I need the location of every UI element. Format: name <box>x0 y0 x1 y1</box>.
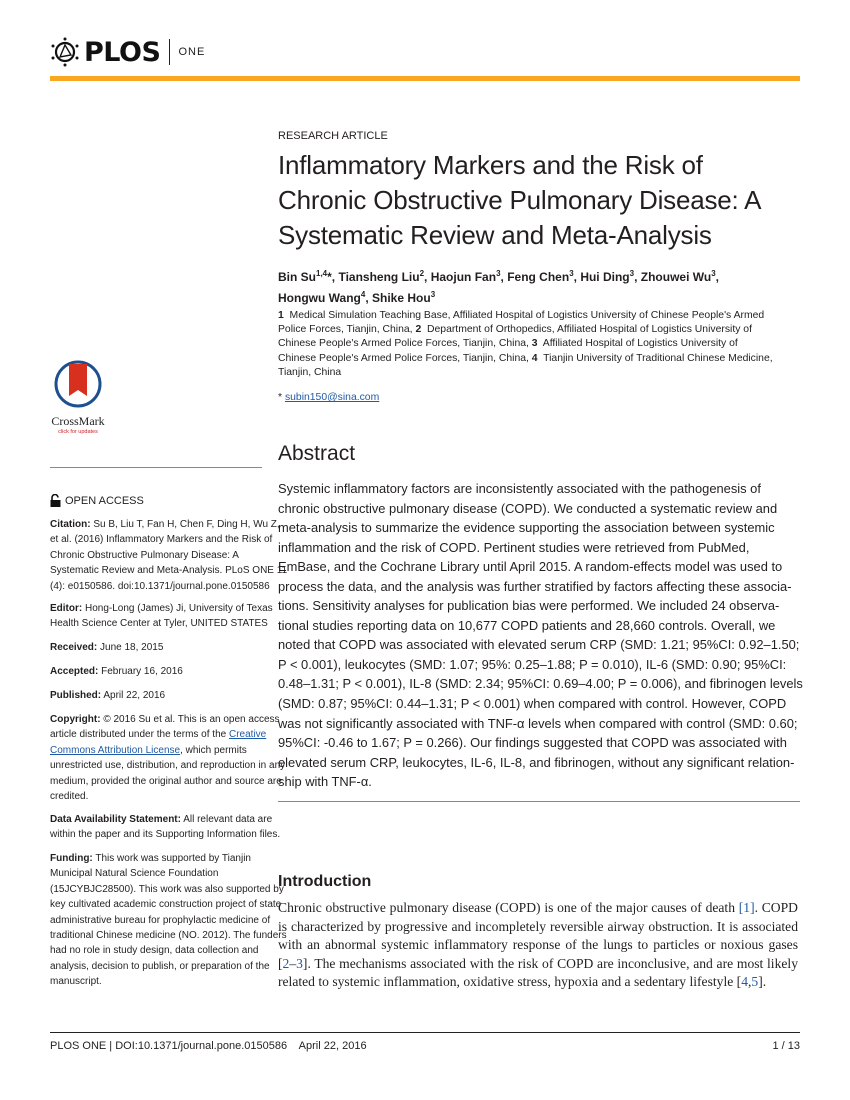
title-line: Inflammatory Markers and the Risk of <box>278 150 703 180</box>
text-segment: process the data, and the analysis was further stratified by factors affecting these associa- <box>278 578 792 594</box>
title-line: Systematic Review and Meta-Analysis <box>278 220 712 250</box>
text-segment: P < 0.001), leukocytes (SMD: 1.07; 95%: 0.25–1.88; P = 0.010), IL-6 (SMD: 0.90; 95%CI: <box>278 656 787 672</box>
sidebar-divider <box>50 467 262 468</box>
field-label: Accepted: <box>50 666 99 677</box>
text-segment: administrative bureau for prophylactic medicine of <box>50 914 271 926</box>
text-line <box>278 309 773 323</box>
field-label: Data Availability Statement: <box>50 814 181 825</box>
text-line <box>50 664 265 679</box>
text-line <box>278 918 798 937</box>
data-availability-block <box>50 812 281 843</box>
text-segment: elevated serum CRP, leukocytes, IL-6, IL-8, and fibrinogen, without any significant relation- <box>278 754 795 770</box>
text-segment: Chronic Obstructive Pulmonary Disease: A <box>50 549 239 561</box>
text-segment: Chronic obstructive pulmonary disease (COPD) is one of the major causes of death <box>278 900 739 915</box>
text-line <box>50 712 280 727</box>
footer-citation: PLOS ONE | DOI:10.1371/journal.pone.0150586 April 22, 2016 <box>50 1040 367 1052</box>
text-line <box>278 499 803 519</box>
text-line <box>278 753 803 773</box>
text-segment: Health Science Center at Tyler, UNITED STATES <box>50 618 268 630</box>
text-segment: ]. <box>758 974 767 989</box>
text-line <box>50 866 265 881</box>
text-line <box>278 714 803 734</box>
text-line <box>50 563 288 578</box>
text-segment: 0.48–1.31; P < 0.001), IL-8 (SMD: 2.34; 95%CI: 0.69–4.00; P = 0.006), and fibrinogen levels <box>278 676 803 692</box>
text-segment: credited. <box>50 791 89 803</box>
text-line <box>50 758 286 773</box>
text-segment: Medical Simulation Teaching Base, Affiliated Hospital of Logistics University of Chinese People's Armed <box>283 310 765 321</box>
text-segment: traditional Chinese medicine (NO. 2012). The funders <box>50 930 287 942</box>
author-affiliation-number: 4 <box>360 290 366 299</box>
text-line <box>278 733 803 753</box>
text-segment: Affiliated Hospital of Logistics University of <box>537 338 738 350</box>
text-line <box>278 635 803 655</box>
text-line <box>278 899 798 918</box>
text-line <box>50 532 273 547</box>
abstract-body <box>278 479 803 792</box>
crossmark-icon <box>54 360 102 408</box>
text-segment: , which permits <box>180 744 247 756</box>
text-segment: Chinese People's Armed Police Forces, Tianjin, China, <box>278 338 532 350</box>
text-segment: © 2016 Su et al. This is an open access <box>100 714 280 725</box>
text-line <box>278 366 773 380</box>
text-segment: 95%CI: -0.46 to 1.67; P = 0.266). Our findings suggested that COPD was associated with <box>278 735 787 751</box>
author-affiliation-number: 3 <box>496 269 501 278</box>
license-link[interactable]: Creative <box>228 729 267 741</box>
author-name: Shike Hou <box>372 291 431 305</box>
text-segment: related to systemic inflammation, oxidative stress, hypoxia and a sedentary lifestyle [ <box>278 974 742 989</box>
introduction-body <box>278 899 798 992</box>
logo-wordmark: PLOS <box>84 36 161 68</box>
text-segment: article distributed under the terms of the <box>50 729 229 741</box>
crossmark-badge[interactable] <box>47 360 109 435</box>
text-segment: – <box>289 955 297 971</box>
text-line <box>278 557 803 577</box>
author-affiliation-number: 1,4 <box>316 269 328 278</box>
author: Feng Chen$^3$, <box>507 269 581 284</box>
author-affiliation-number: 2 <box>419 269 425 278</box>
abstract-divider <box>278 801 800 802</box>
field-label: Published: <box>50 690 102 701</box>
reference-link[interactable]: 4 <box>741 974 748 989</box>
text-segment: inflammation and the risk of COPD. Pertinent studies were retrieved from PubMed, <box>278 539 750 555</box>
funding-block <box>50 851 287 990</box>
reference-link[interactable]: [1] <box>738 900 755 915</box>
text-line <box>50 851 265 866</box>
logo-divider <box>169 39 170 65</box>
introduction-heading: Introduction <box>278 873 372 890</box>
text-segment: is characterized by progressive and incompletely reversible airway obstruction. It is associated <box>278 918 798 934</box>
author-name: Zhouwei Wu <box>640 270 712 284</box>
text-segment: Department of Orthopedics, Affiliated Hospital of Logistics University of <box>421 324 752 336</box>
text-segment: tions. Sensitivity analyses for publication bias were performed. We included 24 observa- <box>278 598 780 614</box>
field-label: 3 <box>531 338 538 350</box>
author: Haojun Fan$^3$, <box>430 269 508 284</box>
text-segment: within the paper and its Supporting Information files. <box>50 829 281 841</box>
author-name: Tiansheng Liu <box>338 270 420 284</box>
text-segment: was not significantly associated with TNF-α levels when compared with control (SMD: 0.60; <box>278 715 798 731</box>
text-segment: (4): e0150586. doi:10.1371/journal.pone.0150586 <box>50 580 270 592</box>
copyright-block <box>50 712 286 804</box>
text-line <box>278 955 798 974</box>
text-line <box>278 936 798 955</box>
footer-divider <box>50 1032 800 1033</box>
text-line <box>50 882 284 897</box>
text-line <box>278 674 803 694</box>
text-line <box>50 913 271 928</box>
text-segment: June 18, 2015 <box>97 642 164 653</box>
field-label: 4 <box>531 352 538 364</box>
text-line <box>50 928 287 943</box>
article-title <box>278 148 761 253</box>
text-segment: (SMD: 0.87; 95%CI: 0.44–1.31; P < 0.001) when compared with control. However, COPD <box>278 696 787 712</box>
text-segment: Municipal Natural Science Foundation <box>50 868 219 880</box>
text-segment: Tianjin University of Traditional Chinese Medicine, <box>537 352 773 364</box>
text-line <box>278 772 803 792</box>
field-label: Funding: <box>50 853 93 864</box>
affiliations <box>278 309 773 380</box>
author-name: Haojun Fan <box>430 270 497 284</box>
field-label: Copyright: <box>50 714 101 725</box>
text-line <box>50 897 282 912</box>
reference-link[interactable]: 3 <box>296 955 303 971</box>
text-segment: (15JCYBJC28500). This work was also supported by <box>50 883 284 895</box>
text-line <box>50 616 268 631</box>
field-label: Received: <box>50 642 98 653</box>
title-line: Chronic Obstructive Pulmonary Disease: A <box>278 185 762 215</box>
text-line <box>50 774 282 789</box>
crossmark-label: CrossMark <box>51 414 105 428</box>
text-segment: EmBase, and the Cochrane Library until April 2015. A random-effects model was used to <box>278 559 783 575</box>
text-line <box>278 538 803 558</box>
text-segment: This work was supported by Tianjin <box>92 853 251 864</box>
author: Hongwu Wang$^4$, <box>278 290 372 305</box>
text-segment: [ <box>278 955 283 971</box>
text-line <box>50 943 265 958</box>
text-segment: , <box>748 974 752 989</box>
text-segment: Systemic inflammatory factors are inconsistently associated with the pathogenesis of <box>278 481 761 496</box>
editor-block <box>50 601 273 632</box>
text-line <box>278 577 803 597</box>
field-label: Citation: <box>50 519 91 530</box>
text-segment: Tianjin, China <box>278 366 342 378</box>
author: Tiansheng Liu$^2$, <box>338 269 431 284</box>
page-number: 1 / 13 <box>772 1040 800 1052</box>
text-segment: with an abnormal systemic inflammatory response of the lungs to particles or noxious gases <box>278 937 798 952</box>
field-label: Editor: <box>50 603 83 614</box>
open-access-badge <box>50 494 144 507</box>
text-segment: February 16, 2016 <box>98 666 183 677</box>
text-segment: medium, provided the original author and source are <box>50 775 282 787</box>
text-segment: had no role in study design, data collection and <box>50 945 259 957</box>
text-line <box>50 743 265 758</box>
text-segment: Police Forces, Tianjin, China, <box>278 324 416 336</box>
text-line <box>278 479 803 499</box>
text-line <box>50 974 265 989</box>
email-marker: * <box>278 392 285 403</box>
text-line <box>50 640 265 655</box>
author-name: Hui Ding <box>580 270 630 284</box>
author-affiliation-number: 3 <box>629 269 635 278</box>
text-line <box>50 688 265 703</box>
published-date <box>50 688 265 703</box>
author: Zhouwei Wu$^3$, <box>640 269 719 284</box>
text-line <box>278 655 803 675</box>
field-label: 1 <box>278 310 284 321</box>
text-segment: chronic obstructive pulmonary disease (COPD). We conducted a systematic review and <box>278 500 778 516</box>
text-segment: . COPD <box>754 900 799 915</box>
page-footer <box>50 1040 800 1052</box>
text-line <box>50 827 281 842</box>
text-line <box>278 973 798 992</box>
text-line <box>278 337 773 351</box>
corresponding-email <box>278 392 379 403</box>
license-link[interactable]: Commons Attribution License <box>50 744 181 756</box>
text-segment: ]. The mechanisms associated with the risk of COPD are inconclusive, and are most likely <box>302 955 798 971</box>
plos-globe-icon <box>50 37 80 67</box>
author: Hui Ding$^3$, <box>580 269 641 284</box>
email-link[interactable]: subin150@sina.com <box>284 392 380 403</box>
text-line <box>278 616 803 636</box>
text-line <box>50 517 280 532</box>
author <box>372 291 435 305</box>
header-accent-bar <box>50 76 800 81</box>
text-line <box>50 789 265 804</box>
text-segment: noted that COPD was associated with elevated serum CRP (SMD: 1.21; 95%CI: 0.92–1.50; <box>278 637 800 653</box>
field-label: 2 <box>415 324 422 336</box>
text-segment: Hong-Long (James) Ji, University of Texas <box>82 603 273 614</box>
text-line <box>278 323 773 337</box>
journal-name: ONE <box>178 46 206 58</box>
text-segment: analysis, decision to publish, or preparation of the <box>50 960 270 972</box>
author: Bin Su$^{1,4}$*, <box>278 269 339 284</box>
text-segment: April 22, 2016 <box>101 690 166 701</box>
plos-one-logo <box>50 37 205 67</box>
text-line <box>50 601 273 616</box>
author-affiliation-number: 3 <box>569 269 574 278</box>
text-segment: tional studies reporting data on 10,677 COPD patients and 28,660 controls. Overall, we <box>278 617 776 633</box>
crossmark-sublabel: click for updates <box>58 429 98 435</box>
text-line <box>50 812 273 827</box>
text-segment: Systematic Review and Meta-Analysis. PLoS ONE 11 <box>50 565 288 577</box>
author-name: Hongwu Wang <box>278 291 361 305</box>
text-line <box>50 548 265 563</box>
reference-link[interactable]: 2 <box>282 955 290 971</box>
reference-link[interactable]: 5 <box>751 974 759 989</box>
text-line <box>50 727 265 742</box>
text-segment: manuscript. <box>50 976 102 988</box>
citation-block <box>50 517 288 594</box>
accepted-date <box>50 664 265 679</box>
corresponding-author-mark: * <box>327 270 332 284</box>
text-segment: key cultivated academic construction project of state <box>50 899 282 911</box>
author-affiliation-number: 3 <box>711 269 716 278</box>
open-access-label: OPEN ACCESS <box>65 494 144 507</box>
text-line <box>278 518 803 538</box>
text-segment: ship with TNF-α. <box>278 774 372 790</box>
text-segment: All relevant data are <box>180 814 273 825</box>
text-segment: et al. (2016) Inflammatory Markers and the Risk of <box>50 534 273 546</box>
text-segment: unrestricted use, distribution, and reproduction in any <box>50 760 286 772</box>
author-name: Bin Su <box>278 270 316 284</box>
text-segment: Su B, Liu T, Fan H, Chen F, Ding H, Wu Z, <box>90 519 280 530</box>
text-line <box>278 352 773 366</box>
text-line <box>50 579 270 594</box>
text-segment: Chinese People's Armed Police Forces, Tianjin, China, <box>278 352 532 364</box>
received-date <box>50 640 265 655</box>
abstract-heading: Abstract <box>278 442 356 465</box>
author-list <box>278 265 719 307</box>
author-name: Feng Chen <box>507 270 570 284</box>
article-type: RESEARCH ARTICLE <box>278 130 388 142</box>
author-affiliation-number: 3 <box>430 290 436 299</box>
text-line <box>278 694 803 714</box>
text-line <box>50 959 270 974</box>
text-segment: meta-analysis to summarize the evidence supporting the association between systemic <box>278 520 775 536</box>
open-lock-icon <box>50 494 61 507</box>
text-line <box>278 596 803 616</box>
